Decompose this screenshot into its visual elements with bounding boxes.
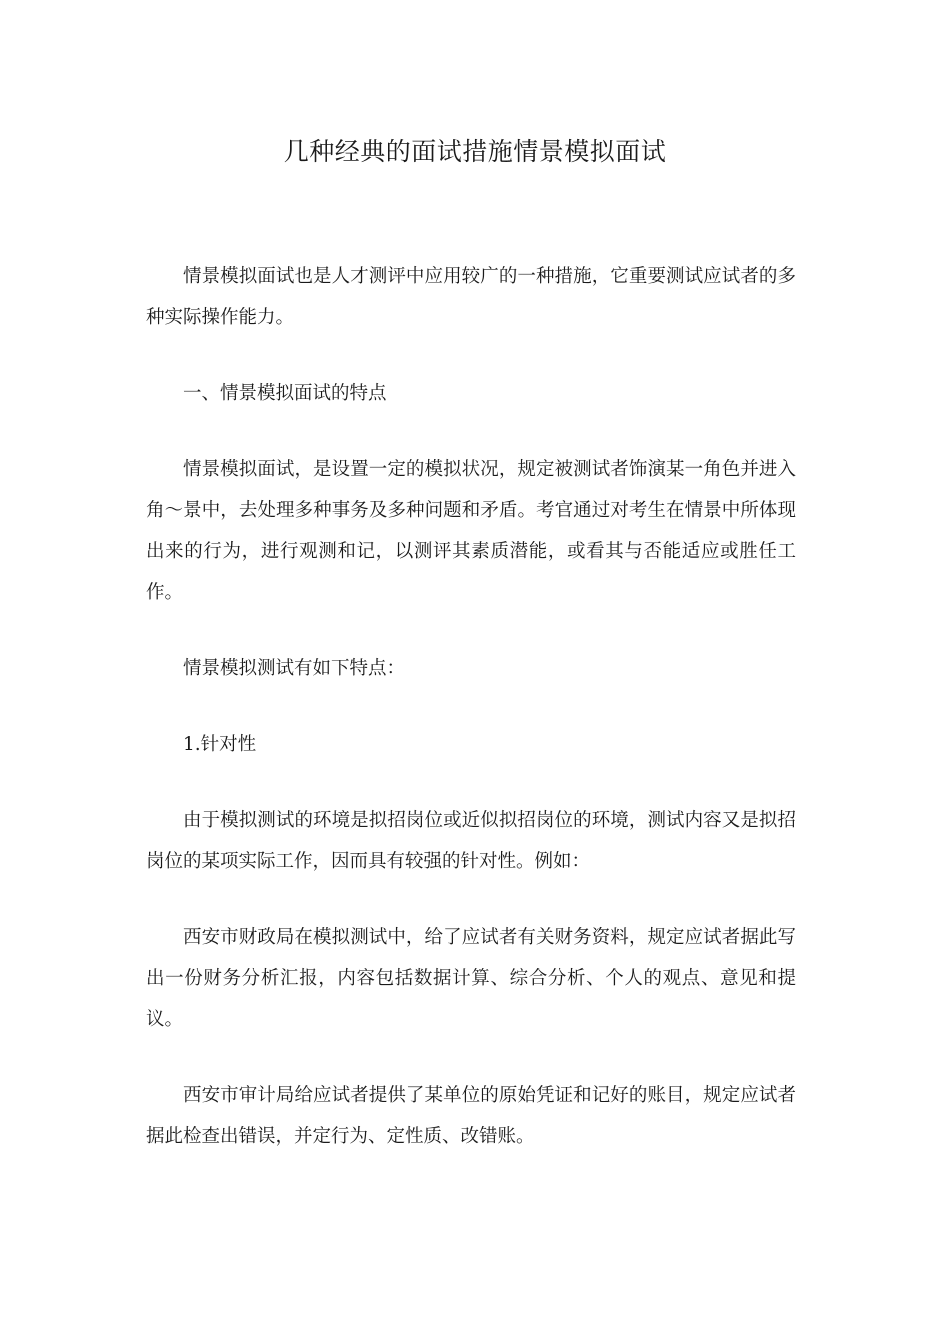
- paragraph-intro: 情景模拟面试也是人才测评中应用较广的一种措施，它重要测试应试者的多种实际操作能力。: [146, 266, 796, 328]
- paragraph-targeted-explanation: 由于模拟测试的环境是拟招岗位或近似拟招岗位的环境，测试内容又是拟招岗位的某项实际工作，因而具有较强的针对性。例如：: [146, 810, 796, 872]
- paragraph-example-audit: 西安市审计局给应试者提供了某单位的原始凭证和记好的账目，规定应试者据此检查出错误，并定行为、定性质、改错账。: [146, 1085, 796, 1147]
- document-title: 几种经典的面试措施情景模拟面试: [283, 137, 667, 166]
- paragraph-definition: 情景模拟面试，是设置一定的模拟状况，规定被测试者饰演某一角色并进入角～景中，去处理多种事务及多种问题和矛盾。考官通过对考生在情景中所体现出来的行为，进行观测和记，以测评其素质潜能，或看其与否能适应或胜任工作。: [146, 459, 796, 603]
- document-body: [146, 256, 796, 1157]
- paragraph-features-lead: 情景模拟测试有如下特点：: [183, 658, 406, 679]
- paragraph-example-finance: 西安市财政局在模拟测试中，给了应试者有关财务资料，规定应试者据此写出一份财务分析汇报，内容包括数据计算、综合分析、个人的观点、意见和提议。: [146, 927, 796, 1030]
- section-heading-features: 一、情景模拟面试的特点: [183, 383, 387, 404]
- subheading-targeted: 1.针对性: [183, 734, 257, 755]
